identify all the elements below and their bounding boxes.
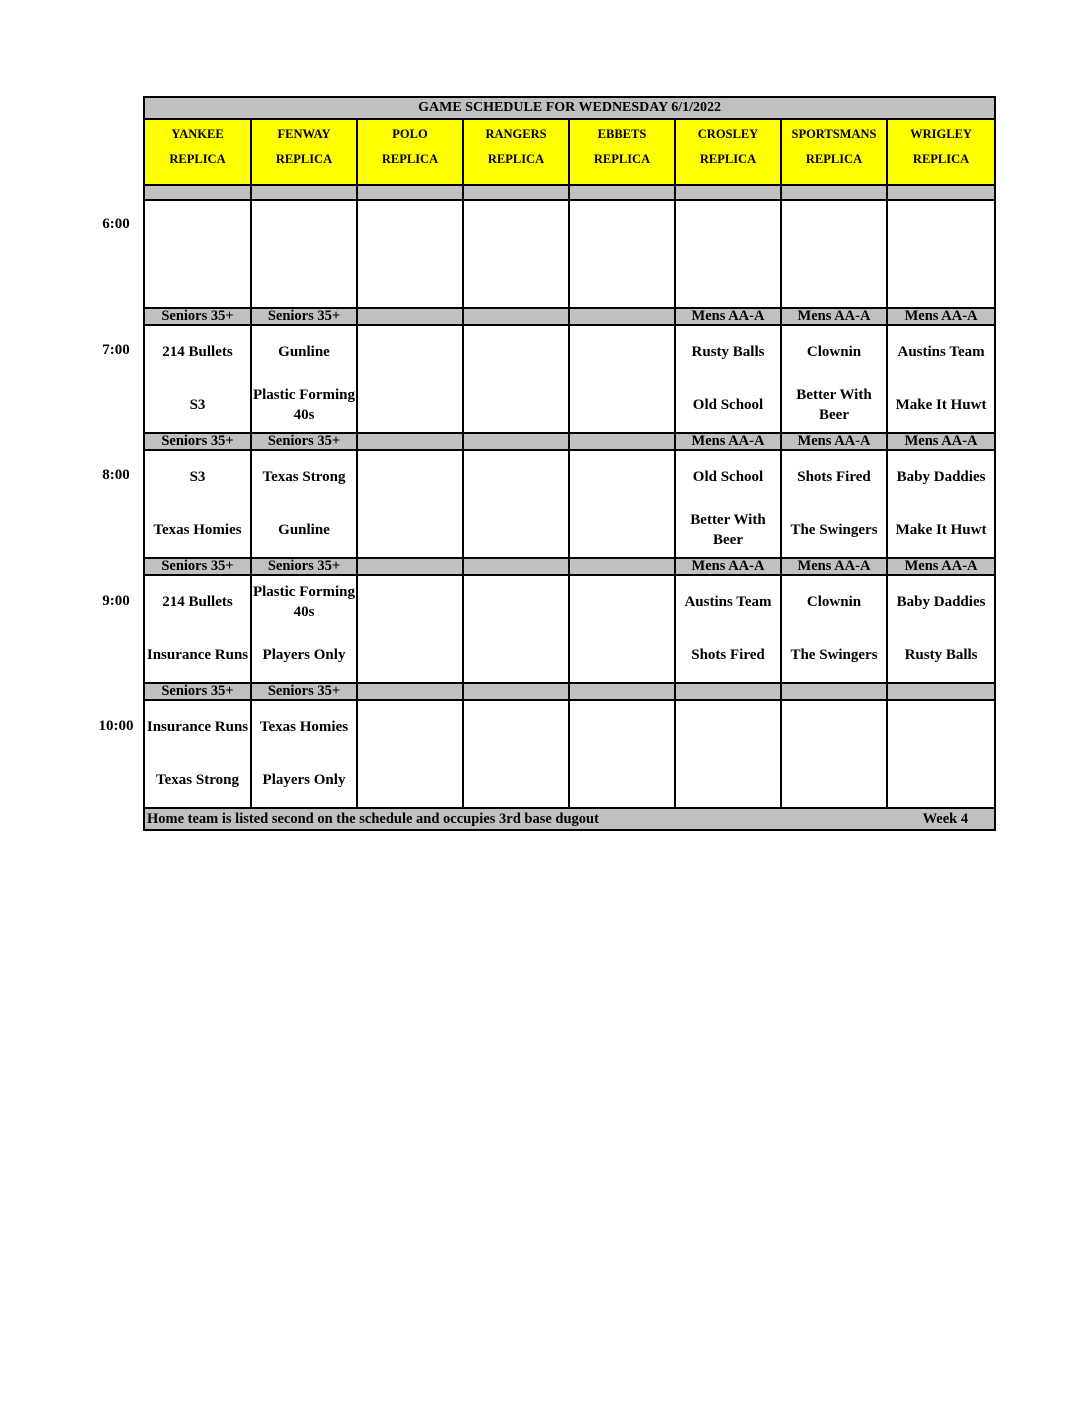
division-label: Mens AA-A — [781, 308, 887, 325]
field-header — [144, 119, 251, 185]
division-label — [463, 433, 569, 450]
division-label — [357, 433, 463, 450]
home-team: Better With Beer — [675, 503, 781, 558]
away-team — [357, 325, 463, 378]
footer-bar — [144, 808, 995, 830]
home-team: Players Only — [251, 628, 357, 683]
away-team — [887, 200, 995, 261]
week-label: Week 4 — [922, 810, 969, 827]
field-name: SPORTSMANS — [791, 127, 877, 141]
home-team — [357, 503, 463, 558]
away-team — [463, 200, 569, 261]
division-label — [463, 558, 569, 575]
home-team — [569, 261, 675, 308]
field-header — [675, 119, 781, 185]
away-team — [357, 450, 463, 503]
away-team: 214 Bullets — [144, 575, 251, 628]
header-spacer-cell — [463, 185, 569, 200]
division-label: Mens AA-A — [675, 558, 781, 575]
division-label — [569, 308, 675, 325]
home-team: Texas Strong — [144, 753, 251, 808]
header-spacer-cell — [144, 185, 251, 200]
time-label-6: 6:00 — [102, 216, 130, 232]
field-name: FENWAY — [277, 127, 331, 141]
away-team — [463, 575, 569, 628]
header-spacer-cell — [569, 185, 675, 200]
away-team: Clownin — [781, 575, 887, 628]
header-spacer-cell — [675, 185, 781, 200]
away-team — [569, 200, 675, 261]
division-label: Mens AA-A — [887, 433, 995, 450]
schedule-title: GAME SCHEDULE FOR WEDNESDAY 6/1/2022 — [144, 97, 995, 119]
field-name: POLO — [392, 127, 428, 141]
away-team — [357, 200, 463, 261]
home-team — [357, 261, 463, 308]
home-team: Players Only — [251, 753, 357, 808]
home-team — [781, 261, 887, 308]
division-label — [463, 308, 569, 325]
time-label-10: 10:00 — [98, 718, 134, 734]
division-label — [569, 683, 675, 700]
away-team: Old School — [675, 450, 781, 503]
division-label: Seniors 35+ — [144, 558, 251, 575]
home-team: Texas Homies — [144, 503, 251, 558]
division-label: Mens AA-A — [887, 308, 995, 325]
away-team — [781, 200, 887, 261]
home-team — [569, 503, 675, 558]
division-label — [357, 683, 463, 700]
away-team — [781, 700, 887, 753]
away-team — [144, 200, 251, 261]
field-subtitle: REPLICA — [275, 152, 333, 166]
division-label: Seniors 35+ — [251, 308, 357, 325]
home-team — [887, 261, 995, 308]
home-team — [569, 628, 675, 683]
home-team: The Swingers — [781, 628, 887, 683]
home-team — [569, 378, 675, 433]
home-team — [251, 261, 357, 308]
home-team — [357, 753, 463, 808]
home-team: Rusty Balls — [887, 628, 995, 683]
field-subtitle: REPLICA — [487, 152, 545, 166]
home-team — [144, 261, 251, 308]
field-subtitle: REPLICA — [381, 152, 439, 166]
home-team: The Swingers — [781, 503, 887, 558]
division-label: Seniors 35+ — [251, 683, 357, 700]
home-team — [463, 628, 569, 683]
time-label-9: 9:00 — [102, 593, 130, 609]
away-team: Baby Daddies — [887, 575, 995, 628]
header-spacer-cell — [251, 185, 357, 200]
home-team: Insurance Runs — [144, 628, 251, 683]
away-team — [675, 700, 781, 753]
away-team: S3 — [144, 450, 251, 503]
home-team: Make It Huwt — [887, 503, 995, 558]
home-team — [675, 753, 781, 808]
home-team — [463, 378, 569, 433]
away-team: 214 Bullets — [144, 325, 251, 378]
header-spacer-cell — [781, 185, 887, 200]
division-label — [887, 683, 995, 700]
away-team — [463, 450, 569, 503]
away-team — [357, 700, 463, 753]
time-label-7: 7:00 — [102, 342, 130, 358]
away-team: Texas Strong — [251, 450, 357, 503]
away-team: Gunline — [251, 325, 357, 378]
header-spacer-cell — [357, 185, 463, 200]
away-team: Austins Team — [887, 325, 995, 378]
away-team — [463, 700, 569, 753]
away-team — [569, 700, 675, 753]
away-team — [569, 450, 675, 503]
field-subtitle: REPLICA — [593, 152, 651, 166]
home-team — [887, 753, 995, 808]
footer-note: Home team is listed second on the schedule and occupies 3rd base dugout — [147, 810, 599, 827]
away-team — [463, 325, 569, 378]
home-team — [781, 753, 887, 808]
division-label: Mens AA-A — [781, 433, 887, 450]
division-label: Seniors 35+ — [144, 308, 251, 325]
division-label — [463, 683, 569, 700]
away-team: Rusty Balls — [675, 325, 781, 378]
away-team — [887, 700, 995, 753]
division-label: Mens AA-A — [675, 433, 781, 450]
home-team — [357, 628, 463, 683]
division-label: Seniors 35+ — [251, 558, 357, 575]
home-team — [463, 261, 569, 308]
away-team: Texas Homies — [251, 700, 357, 753]
field-name: WRIGLEY — [910, 127, 972, 141]
away-team: Plastic Forming 40s — [251, 575, 357, 628]
field-header — [463, 119, 569, 185]
home-team: Better With Beer — [781, 378, 887, 433]
home-team: Shots Fired — [675, 628, 781, 683]
division-label — [675, 683, 781, 700]
field-name: CROSLEY — [697, 127, 759, 141]
home-team: Gunline — [251, 503, 357, 558]
field-header — [251, 119, 357, 185]
away-team: Baby Daddies — [887, 450, 995, 503]
away-team: Shots Fired — [781, 450, 887, 503]
away-team — [251, 200, 357, 261]
field-subtitle: REPLICA — [169, 152, 226, 166]
field-header — [569, 119, 675, 185]
field-subtitle: REPLICA — [805, 152, 863, 166]
home-team — [569, 753, 675, 808]
home-team — [463, 753, 569, 808]
division-label — [781, 683, 887, 700]
division-label: Mens AA-A — [675, 308, 781, 325]
field-name: EBBETS — [597, 127, 647, 141]
home-team — [357, 378, 463, 433]
division-label: Seniors 35+ — [251, 433, 357, 450]
away-team: Austins Team — [675, 575, 781, 628]
home-team — [463, 503, 569, 558]
field-header — [887, 119, 995, 185]
away-team — [569, 575, 675, 628]
field-name: YANKEE — [171, 127, 224, 141]
division-label — [357, 558, 463, 575]
field-name: RANGERS — [485, 127, 547, 141]
home-team: Make It Huwt — [887, 378, 995, 433]
home-team: Plastic Forming 40s — [251, 378, 357, 433]
division-label — [569, 558, 675, 575]
home-team: Old School — [675, 378, 781, 433]
field-header — [781, 119, 887, 185]
field-header — [357, 119, 463, 185]
home-team: S3 — [144, 378, 251, 433]
field-subtitle: REPLICA — [699, 152, 757, 166]
field-subtitle: REPLICA — [912, 152, 970, 166]
division-label: Seniors 35+ — [144, 433, 251, 450]
home-team — [675, 261, 781, 308]
away-team: Insurance Runs — [144, 700, 251, 753]
division-label: Seniors 35+ — [144, 683, 251, 700]
division-label — [357, 308, 463, 325]
header-spacer-cell — [887, 185, 995, 200]
division-label: Mens AA-A — [887, 558, 995, 575]
schedule-table — [143, 96, 996, 831]
division-label: Mens AA-A — [781, 558, 887, 575]
away-team: Clownin — [781, 325, 887, 378]
time-label-8: 8:00 — [102, 467, 130, 483]
division-label — [569, 433, 675, 450]
away-team — [357, 575, 463, 628]
away-team — [569, 325, 675, 378]
away-team — [675, 200, 781, 261]
